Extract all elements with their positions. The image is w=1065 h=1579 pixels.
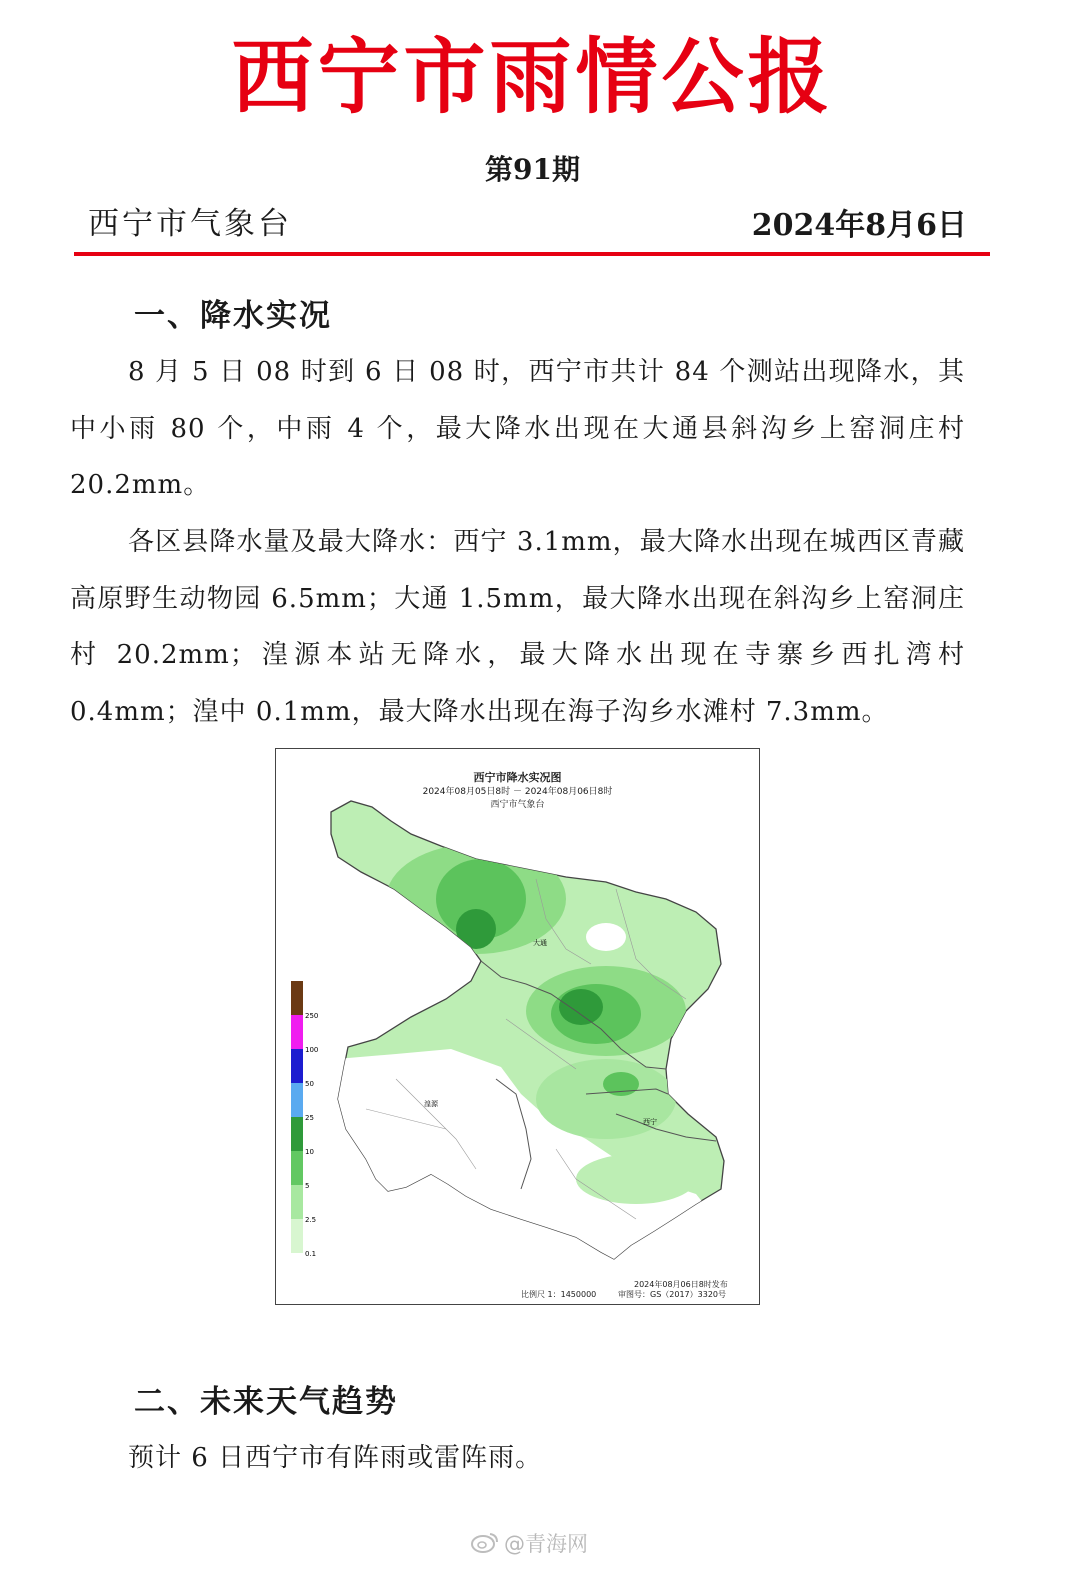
legend-swatch xyxy=(291,1015,303,1049)
header-divider xyxy=(74,252,990,256)
precipitation-map xyxy=(276,749,761,1306)
legend-swatch xyxy=(291,1083,303,1117)
precipitation-legend xyxy=(291,981,318,1258)
paragraph-district-details: 各区县降水量及最大降水：西宁 3.1mm，最大降水出现在城西区青藏高原野生动物园 6.5mm；大通 1.5mm，最大降水出现在斜沟乡上窑洞庄村 20.2mm；湟源本站无降水，最大降水出现在寺寨乡西扎湾村 0.4mm；湟中 0.1mm，最大降水出现在海子沟乡水滩村 7.3mm。 xyxy=(70,527,965,727)
weibo-icon xyxy=(470,1530,500,1554)
legend-label: 25 xyxy=(305,1114,314,1122)
section-heading-observed: 一、降水实况 xyxy=(134,298,332,334)
map-scale: 比例尺 1：1450000 xyxy=(521,1290,597,1299)
legend-swatch xyxy=(291,1185,303,1219)
legend-swatch xyxy=(291,1151,303,1185)
legend-label: 2.5 xyxy=(305,1216,317,1224)
issue-date: 2024年8月6日 xyxy=(751,208,967,243)
legend-label: 100 xyxy=(305,1046,319,1054)
place-label-datong: 大通 xyxy=(533,939,547,947)
legend-swatch xyxy=(291,1117,303,1151)
legend-swatch xyxy=(291,1049,303,1083)
precipitation-map-figure xyxy=(275,748,760,1305)
legend-label: 50 xyxy=(305,1080,314,1088)
legend-label: 10 xyxy=(305,1148,314,1156)
issue-number: 第91期 xyxy=(485,153,580,186)
map-review-number: 审图号：GS（2017）3320号 xyxy=(618,1290,726,1299)
map-title: 西宁市降水实况图 xyxy=(473,771,562,784)
map-time-range: 2024年08月05日8时 － 2024年08月06日8时 xyxy=(422,787,613,797)
issuing-org: 西宁市气象台 xyxy=(88,206,292,242)
legend-label: 5 xyxy=(305,1182,310,1190)
map-issued-time: 2024年08月06日8时发布 xyxy=(634,1280,728,1289)
place-label-huangyuan: 湟源 xyxy=(424,1100,438,1108)
legend-label: 0.1 xyxy=(305,1250,317,1258)
legend-swatch xyxy=(291,981,303,1015)
source-watermark xyxy=(470,1528,588,1558)
paragraph-forecast: 预计 6 日西宁市有阵雨或雷阵雨。 xyxy=(128,1443,543,1473)
watermark-text: @青海网 xyxy=(504,1532,588,1556)
section-heading-forecast: 二、未来天气趋势 xyxy=(134,1384,398,1420)
map-org: 西宁市气象台 xyxy=(490,800,545,810)
paragraph-summary: 8 月 5 日 08 时到 6 日 08 时，西宁市共计 84 个测站出现降水，其中小雨 80 个，中雨 4 个，最大降水出现在大通县斜沟乡上窑洞庄村 20.2mm。 xyxy=(70,357,965,500)
place-label-xining: 西宁 xyxy=(643,1118,657,1126)
bulletin-title: 西宁市雨情公报 xyxy=(231,30,834,125)
legend-swatch xyxy=(291,1219,303,1253)
legend-label: 250 xyxy=(305,1012,319,1020)
